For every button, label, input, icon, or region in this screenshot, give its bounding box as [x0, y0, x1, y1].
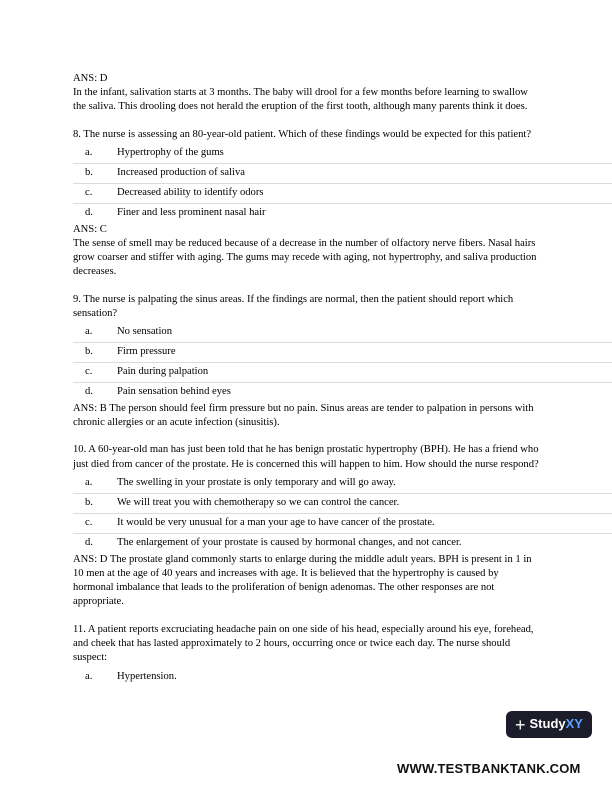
- badge-prefix: Study: [529, 716, 566, 732]
- option-text: Firm pressure: [117, 346, 176, 358]
- answer-rationale: ANS: B The person should feel firm pressure but no pain. Sinus areas are tender to palpation in persons with chronic allergies or an acute infection (sinusitis).: [73, 403, 534, 429]
- options-list: [73, 474, 612, 553]
- option-letter: a.: [85, 477, 93, 489]
- option-a: [73, 323, 612, 343]
- answer-rationale: The sense of smell may be reduced because of a decrease in the number of olfactory nerve fibers. Nasal hairs grow coarser and stiffer with aging. The gums may recede with aging, not hypertrophy, and saliva production decreases.: [73, 238, 537, 278]
- question-stem: 8. The nurse is assessing an 80-year-old patient. Which of these findings would be expected for this patient?: [73, 128, 532, 140]
- option-letter: a.: [85, 670, 93, 682]
- option-letter: c.: [85, 187, 93, 199]
- options-list: [73, 667, 612, 686]
- option-letter: a.: [85, 326, 93, 338]
- question-10: [73, 443, 612, 609]
- option-text: No sensation: [117, 326, 173, 338]
- option-letter: d.: [85, 207, 93, 219]
- question-11: [73, 623, 612, 687]
- studyxy-badge[interactable]: [506, 711, 592, 738]
- option-letter: b.: [85, 346, 93, 358]
- option-d: [73, 383, 612, 402]
- option-text: Finer and less prominent nasal hair: [117, 207, 266, 219]
- question-stem: 11. A patient reports excruciating headache pain on one side of his head, especially around his eye, forehead, and cheek that has lasted approximately to 2 hours, occurring once or twice each day. The nurse should suspect:: [73, 623, 534, 664]
- option-a: [73, 474, 612, 494]
- plus-icon: +: [515, 714, 526, 735]
- footer-url[interactable]: WWW.TESTBANKTANK.COM: [397, 761, 581, 776]
- option-b: [73, 343, 612, 363]
- answer-rationale: In the infant, salivation starts at 3 months. The baby will drool for a few months before learning to swallow the saliva. This drooling does not herald the eruption of the first tooth, although many parents think it does.: [73, 87, 528, 113]
- question-9: [73, 293, 612, 431]
- option-letter: c.: [85, 366, 93, 378]
- option-text: Decreased ability to identify odors: [117, 187, 264, 199]
- option-text: Increased production of saliva: [117, 167, 245, 179]
- options-list: [73, 144, 612, 223]
- option-b: [73, 164, 612, 184]
- option-d: [73, 204, 612, 223]
- option-b: [73, 494, 612, 514]
- option-c: [73, 514, 612, 534]
- option-d: [73, 534, 612, 553]
- option-letter: b.: [85, 497, 93, 509]
- question-8: [73, 128, 612, 280]
- answer-key: ANS: D: [73, 73, 108, 84]
- option-letter: c.: [85, 517, 93, 529]
- option-text: Hypertension.: [117, 670, 177, 682]
- option-text: Pain during palpation: [117, 366, 209, 378]
- option-a: [73, 667, 612, 686]
- option-text: We will treat you with chemotherapy so we can control the cancer.: [117, 497, 400, 509]
- previous-answer: [73, 72, 612, 115]
- option-text: It would be very unusual for a man your age to have cancer of the prostate.: [117, 517, 435, 529]
- option-c: [73, 363, 612, 383]
- document-page: [73, 72, 612, 699]
- answer-rationale: ANS: D The prostate gland commonly starts to enlarge during the middle adult years. BPH is present in 1 in 10 men at the age of 40 years and increases with age. It is believed that the hypertrophy is caused by hormonal imbalance that leads to the proliferation of benign adenomas. The other responses are not appropriate.: [73, 553, 532, 608]
- option-text: The swelling in your prostate is only temporary and will go away.: [117, 477, 396, 489]
- option-a: [73, 144, 612, 164]
- option-text: Pain sensation behind eyes: [117, 386, 231, 398]
- option-letter: d.: [85, 386, 93, 398]
- option-c: [73, 184, 612, 204]
- option-letter: b.: [85, 167, 93, 179]
- question-stem: 10. A 60-year-old man has just been told that he has benign prostatic hypertrophy (BPH). He has a friend who just died from cancer of the prostate. He is concerned this will happen to him. How should the nurse respond?: [73, 444, 539, 470]
- badge-suffix: XY: [565, 716, 583, 732]
- answer-key: ANS: C: [73, 223, 107, 235]
- question-stem: 9. The nurse is palpating the sinus areas. If the findings are normal, then the patient should report which sensation?: [73, 293, 514, 319]
- option-letter: a.: [85, 147, 93, 159]
- option-letter: d.: [85, 537, 93, 549]
- options-list: [73, 323, 612, 402]
- option-text: Hypertrophy of the gums: [117, 147, 224, 159]
- option-text: The enlargement of your prostate is caused by hormonal changes, and not cancer.: [117, 537, 462, 549]
